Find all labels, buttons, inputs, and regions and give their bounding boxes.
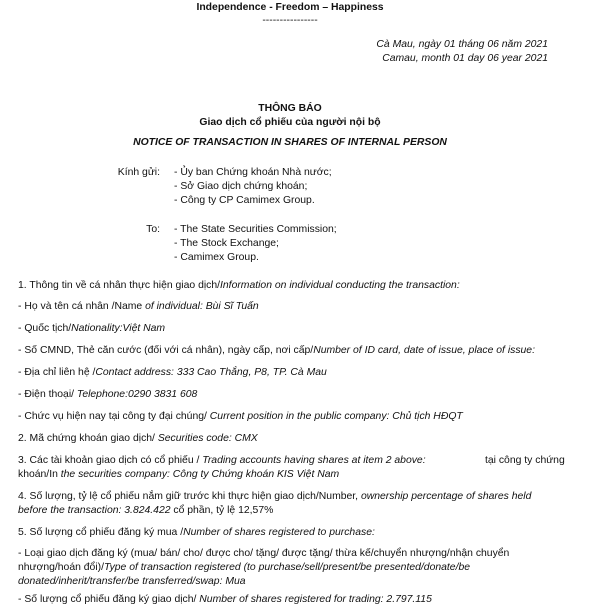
telephone: - Điện thoại/ Telephone:0290 3831 608 [18, 389, 198, 400]
recipient: - Sở Giao dịch chứng khoán; [174, 181, 308, 192]
section-4-line2: before the transaction: 3.824.422 cổ phần, tỷ lệ 12,57% [18, 505, 274, 516]
id-card: - Số CMND, Thẻ căn cước (đối với cá nhân), ngày cấp, nơi cấp/Number of ID card, date of issue, place of issue: [18, 345, 535, 356]
recipient: - Ủy ban Chứng khoán Nhà nước; [174, 167, 332, 178]
title-subtitle: Giao dịch cổ phiếu của người nội bộ [199, 117, 381, 128]
date-en: Camau, month 01 day 06 year 2021 [382, 53, 548, 64]
section-1: 1. Thông tin về cá nhân thực hiện giao dịch/Information on individual conducting the transaction: [18, 280, 460, 291]
section-2: 2. Mã chứng khoán giao dịch/ Securities code: CMX [18, 433, 258, 444]
title-en: NOTICE OF TRANSACTION IN SHARES OF INTERNAL PERSON [133, 137, 447, 148]
section-3-line2: khoán/In the securities company: Công ty Chứng khoán KIS Việt Nam [18, 469, 340, 480]
transaction-type-line2: nhượng/hoán đổi)/Type of transaction registered (to purchase/sell/present/be presented/donate/be [18, 562, 471, 573]
individual-name: - Họ và tên cá nhân /Name of individual: Bùi Sĩ Tuấn [18, 301, 259, 312]
recipients-en-label: To: [146, 224, 160, 235]
section-5: 5. Số lượng cổ phiếu đăng ký mua /Number of shares registered to purchase: [18, 527, 375, 538]
section-4: 4. Số lượng, tỷ lệ cổ phiếu nắm giữ trước khi thực hiện giao dịch/Number, ownership percentage of shares held [18, 491, 532, 502]
section-3-cont: tại công ty chứng [485, 455, 565, 466]
contact-address: - Địa chỉ liên hệ /Contact address: 333 Cao Thắng, P8, TP. Cà Mau [18, 367, 327, 378]
transaction-type-line3: donated/inherit/transfer/be transferred/swap: Mua [18, 576, 246, 587]
position: - Chức vụ hiện nay tại công ty đại chúng/ Current position in the public company: Chủ tịch HĐQT [18, 411, 463, 422]
section-3: 3. Các tài khoản giao dịch có cổ phiếu / Trading accounts having shares at item 2 above: [18, 455, 426, 466]
recipient: - Công ty CP Camimex Group. [174, 195, 315, 206]
recipient: - Camimex Group. [174, 252, 259, 263]
recipients-vi-label: Kính gửi: [117, 167, 160, 178]
recipient: - The Stock Exchange; [174, 238, 279, 249]
date-vi: Cà Mau, ngày 01 tháng 06 năm 2021 [376, 39, 548, 50]
separator: ---------------- [262, 15, 318, 26]
title-vi: THÔNG BÁO [258, 103, 322, 114]
nationality: - Quốc tịch/Nationality:Việt Nam [18, 323, 166, 334]
recipient: - The State Securities Commission; [174, 224, 337, 235]
shares-registered: - Số lượng cổ phiếu đăng ký giao dịch/ Number of shares registered for trading: 2.797.115 [18, 594, 432, 605]
motto: Independence - Freedom – Happiness [196, 2, 384, 13]
transaction-type: - Loại giao dịch đăng ký (mua/ bán/ cho/ được cho/ tặng/ được tặng/ thừa kế/chuyển nhượng/nhận chuyển [18, 548, 510, 559]
